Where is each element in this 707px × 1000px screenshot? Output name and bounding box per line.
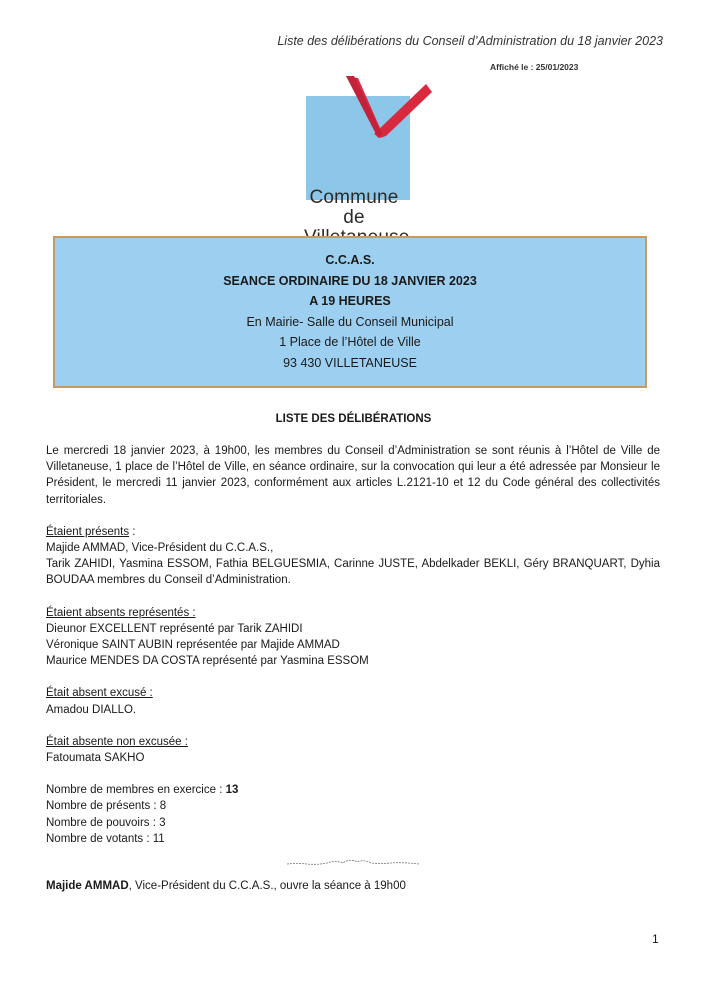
members-count-label: Nombre de membres en exercice :: [46, 784, 226, 797]
counts-section: [46, 782, 660, 847]
list-item: Véronique SAINT AUBIN représentée par Majide AMMAD: [46, 639, 340, 652]
present-count: Nombre de présents : 8: [46, 800, 167, 813]
session-banner: [53, 236, 647, 388]
excused-section: [46, 685, 660, 717]
banner-session: SEANCE ORDINAIRE DU 18 JANVIER 2023: [223, 273, 477, 288]
opening-text: , Vice-Président du C.C.A.S., ouvre la séance à 19h00: [128, 880, 406, 892]
list-item: Fatoumata SAKHO: [46, 752, 145, 765]
banner-address: 1 Place de l’Hôtel de Ville: [279, 335, 421, 349]
represented-section: [46, 605, 660, 670]
list-item: Dieunor EXCELLENT représenté par Tarik ZAHIDI: [46, 622, 303, 635]
excused-heading: Était absent excusé :: [46, 687, 153, 700]
present-heading-suffix: :: [129, 525, 136, 538]
intro-paragraph: Le mercredi 18 janvier 2023, à 19h00, les membres du Conseil d’Administration se sont réunis à l’Hôtel de Ville de Villetaneuse, 1 place de l’Hôtel de Ville, en séance ordinaire, sur la convocation qui leur a été adressée par Monsieur le Président, le mercredi 11 janvier 2023, conformément aux articles L.2121-10 et 12 du Code général des collectivités territoriales.: [46, 445, 660, 506]
commune-logo: [304, 76, 436, 236]
banner-place: En Mairie- Salle du Conseil Municipal: [246, 314, 454, 329]
logo-line-1: Commune de: [309, 187, 399, 228]
members-count-value: 13: [225, 784, 239, 797]
proxies-count: Nombre de pouvoirs : 3: [46, 816, 166, 829]
banner-city: 93 430 VILLETANEUSE: [283, 355, 417, 370]
present-chair: Majide AMMAD, Vice-Président du C.C.A.S.,: [46, 542, 274, 555]
unexcused-heading: Était absente non excusée :: [46, 735, 188, 748]
opening-statement: [46, 880, 406, 892]
document-title: LISTE DES DÉLIBÉRATIONS: [275, 413, 432, 425]
list-item: Maurice MENDES DA COSTA représenté par Yasmina ESSOM: [46, 655, 369, 668]
represented-heading: Étaient absents représentés :: [46, 606, 196, 619]
page-number: 1: [652, 932, 659, 946]
banner-time: A 19 HEURES: [309, 294, 391, 308]
header-title: Liste des délibérations du Conseil d’Administration du 18 janvier 2023: [277, 34, 663, 48]
logo-check-icon: [304, 76, 436, 196]
voters-count: Nombre de votants : 11: [46, 832, 165, 845]
posted-date: Affiché le : 25/01/2023: [490, 62, 579, 72]
present-members: Tarik ZAHIDI, Yasmina ESSOM, Fathia BELGUESMIA, Carinne JUSTE, Abdelkader BEKLI, Géry BRANQUART, Dyhia BOUDAA membres du Conseil d’Administration.: [46, 558, 660, 587]
banner-org: C.C.A.S.: [325, 253, 375, 267]
unexcused-section: [46, 734, 660, 766]
opening-name: Majide AMMAD: [46, 880, 129, 892]
present-section: [46, 524, 660, 589]
present-heading: Étaient présents: [46, 525, 130, 538]
signature-scribble: [287, 858, 419, 868]
document-body: [46, 443, 660, 847]
list-item: Amadou DIALLO.: [46, 703, 137, 716]
